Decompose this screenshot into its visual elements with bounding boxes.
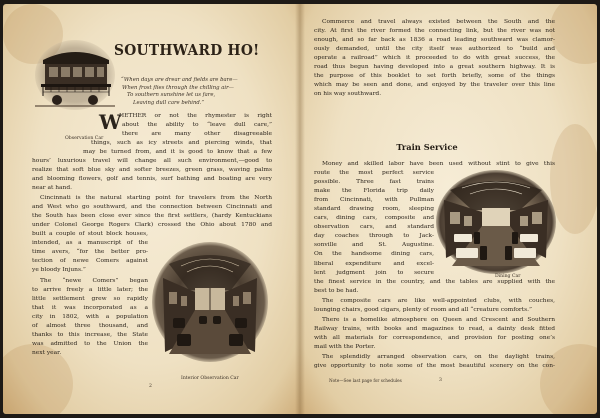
caption-dining-car: Dining Car xyxy=(495,274,521,279)
text-line: sonville and St. Augustine. xyxy=(314,242,434,249)
text-line: tection of newe Comers against xyxy=(32,258,148,265)
text-line: which may be seen and done, and enjoyed by the traveler over this line xyxy=(314,82,555,89)
poem-line: When frost flies through the chilling air— xyxy=(122,84,234,91)
text-line: possible. Three fast trains xyxy=(314,179,434,186)
text-line: lent judgment join to secure xyxy=(314,269,434,276)
text-line: intended, as a manuscript of the xyxy=(32,240,148,247)
text-line: lounging chairs, good cigars, plenty of room and all “creature comforts.” xyxy=(314,307,533,314)
text-line: day coaches through to Jack- xyxy=(314,233,434,240)
paragraph-intro xyxy=(32,112,272,193)
text-line: with all materials for correspondence, and provision for posting one’s xyxy=(314,335,555,342)
text-line: route the most perfect service xyxy=(314,170,434,177)
caption-interior-observation-car: Interior Observation Car xyxy=(181,376,239,381)
text-line: The “newe Comers” began xyxy=(40,278,148,284)
drop-cap: W xyxy=(99,110,122,134)
text-line: of almost three thousand, and xyxy=(32,323,148,330)
text-line: Cincinnati is the natural starting point for travelers from the North xyxy=(40,195,272,201)
paragraph-observation-cars xyxy=(314,353,555,371)
text-line: There is a homelike atmosphere on Queen and Crescent and Southern xyxy=(322,317,555,323)
text-line: was admitted to the Union the xyxy=(32,341,148,348)
text-line: the finest service in the country, and the tables are supplied with the xyxy=(314,278,555,285)
corner-stain xyxy=(550,4,597,64)
text-line: cars, dining cars, composite and xyxy=(314,215,434,222)
poem-line: “When days are drear and fields are bare— xyxy=(121,77,238,83)
epigraph-poem xyxy=(121,77,238,107)
page-title: SOUTHWARD HO! xyxy=(114,42,260,59)
text-line: the purpose of this booklet to set forth briefly, some of the things xyxy=(314,73,555,80)
booklet-spread xyxy=(3,4,597,414)
text-line: hours’ luxurious travel will change all such environment,—good to xyxy=(32,158,272,165)
text-line: thanks to this increase, the State xyxy=(32,332,148,339)
text-line: time avers, “for the better pro- xyxy=(32,249,148,256)
text-line: Railway trains, with books and magazines to read, a dainty desk fitted xyxy=(314,326,555,333)
paragraph-homelike xyxy=(314,316,555,352)
text-line: and blooming flowers, golf and tennis, surf bathing and boating are very xyxy=(32,176,272,183)
text-line: near at hand. xyxy=(32,185,72,192)
text-line: operate a railroad” which it proceeded to do with great success, the xyxy=(314,55,555,62)
text-line: under Colonel George Rogers Clark) crossed the Ohio about 1780 and xyxy=(32,222,272,229)
left-page xyxy=(3,4,300,414)
text-line: to arrive freely a little later; the xyxy=(32,287,148,294)
text-line: realize that soft blue sky and softer breezes, green grass, waving palms xyxy=(32,167,272,174)
text-line: that it was incorporated as a xyxy=(32,305,148,312)
text-line: city. At first the river formed the connecting link, but the river was not xyxy=(314,28,555,35)
text-line: On the handsome dining cars, xyxy=(314,251,434,258)
poem-line: To southern sunshine let us fare, xyxy=(127,92,216,99)
text-line: may be turned from, and it is good to know that a few xyxy=(83,149,272,156)
text-line: there are many other disagreeable xyxy=(122,131,272,138)
text-line: ously demanded, until the city itself was authorized to “build and xyxy=(314,46,555,53)
interior-observation-car-illustration xyxy=(151,242,269,364)
text-line: give opportunity to note some of the most beautiful scenery on the con- xyxy=(314,363,555,370)
text-line: on his way southward. xyxy=(314,91,382,98)
text-line: HETHER or not the rhymester is right xyxy=(119,113,272,119)
text-line: from Cincinnati, with Pullman xyxy=(314,197,434,204)
text-line: enough, and so far back as 1836 a road leading southward was clamor- xyxy=(314,37,555,44)
page-number: 2 xyxy=(149,384,152,389)
paragraph-commerce xyxy=(314,18,555,99)
page-number: 3 xyxy=(439,378,442,383)
text-line: ye bloody Injuns.” xyxy=(32,267,86,274)
text-line: about the ability to “leave dull care,” xyxy=(122,122,272,129)
observation-car-illustration xyxy=(35,40,115,110)
schedule-note: Note—See last page for schedules xyxy=(329,378,402,383)
text-line: city in 1802, with a population xyxy=(32,314,148,321)
text-line: little settlement grew so rapidly xyxy=(32,296,148,303)
text-line: and West who go southward, and the connection between Cincinnati and xyxy=(32,204,272,211)
text-line: things, such as icy streets and piercing winds, that xyxy=(91,140,272,147)
text-line: make the Florida trip daily xyxy=(314,188,434,195)
caption-observation-car: Observation Car xyxy=(65,136,104,141)
text-line: Commerce and travel always existed between the South and the xyxy=(322,19,555,25)
edge-stain xyxy=(550,124,597,234)
text-line: Money and skilled labor have been used without stint to give this xyxy=(322,161,555,167)
paragraph-composite-cars xyxy=(314,297,555,315)
text-line: The composite cars are like well-appointed clubs, with couches, xyxy=(322,298,555,304)
center-gutter xyxy=(295,4,305,414)
dining-car-illustration xyxy=(436,170,556,274)
text-line: mail with the Porter. xyxy=(314,344,376,351)
text-line: standard drawing room, sleeping xyxy=(314,206,434,213)
poem-line: Leaving dull care behind.” xyxy=(133,99,205,106)
paragraph-newe-comers xyxy=(32,277,148,358)
text-line: The splendidly arranged observation cars, on the daylight trains, xyxy=(322,354,555,360)
text-line: next year. xyxy=(32,350,62,357)
text-line: liberal expenditure and excel- xyxy=(314,260,434,267)
text-line: road thus begun having developed into a great southern highway. It is xyxy=(314,64,555,71)
text-line: best to be had. xyxy=(314,287,359,294)
text-line: observation cars, and standard xyxy=(314,224,434,231)
section-heading-train-service: Train Service xyxy=(396,142,458,152)
text-line: the South has been close ever since the first settlers, (hardy Kentuckians xyxy=(32,213,272,220)
text-line: built a couple of stout block houses, xyxy=(32,231,148,238)
